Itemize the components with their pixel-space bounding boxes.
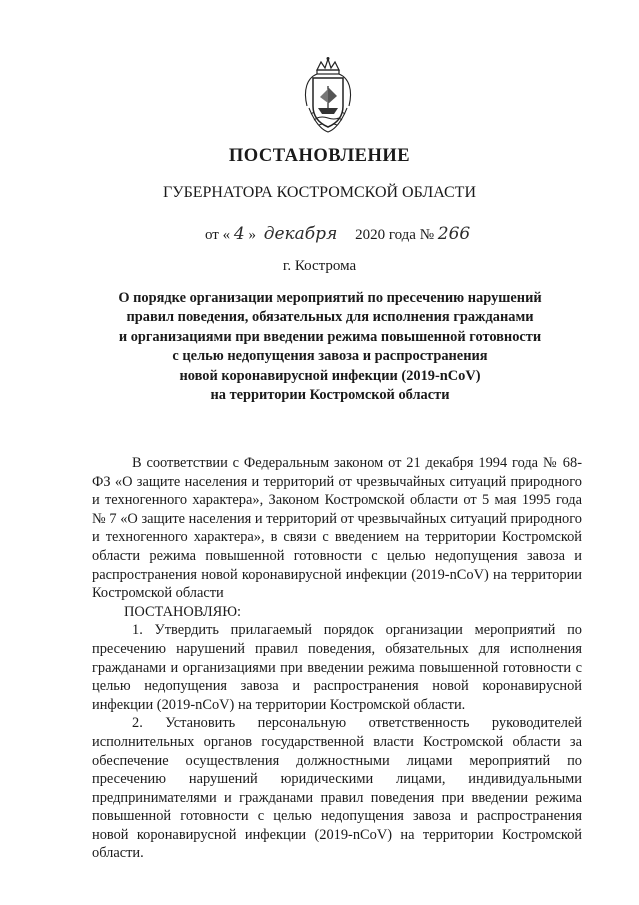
date-month-handwritten: декабря — [263, 224, 338, 244]
city-line: г. Кострома — [282, 258, 357, 274]
date-sep: » — [248, 227, 256, 243]
heading-line: новой коронавирусной инфекции (2019-nCoV) — [179, 367, 481, 384]
issuer-line: ГУБЕРНАТОРА КОСТРОМСКОЙ ОБЛАСТИ — [162, 184, 476, 201]
preamble-paragraph: В соответствии с Федеральным законом от 21 декабря 1994 года № 68-ФЗ «О защите населения и территорий от чрезвычайных ситуаций природного и техногенного характера», Законом Костромской области от 5 мая 1995 года № 7 «О защите населения и территорий от чрезвычайных ситуаций природного и техногенного характера», в связи с введением на территории Костромской области режима повышенной готовности с целью недопущения завоза и распространения новой коронавирусной инфекции (2019-nCoV) на территории Костромской области — [92, 455, 582, 602]
decree-number-handwritten: 266 — [437, 224, 471, 244]
heading-line: с целью недопущения завоза и распространения — [172, 348, 488, 365]
date-line — [205, 224, 470, 244]
document-title: ПОСТАНОВЛЕНИЕ — [228, 146, 411, 166]
decree-word: ПОСТАНОВЛЯЮ: — [124, 603, 242, 620]
date-day-handwritten: 4 — [233, 224, 245, 244]
item-1-paragraph: 1. Утвердить прилагаемый порядок организации мероприятий по пресечению нарушений правил поведения, обязательных для исполнения гражданами и организациями при введении режима повышенной готовности с целью недопущения завоза и распространения новой коронавирусной инфекции (2019-nCoV) на территории Костромской области. — [92, 622, 582, 713]
coat-of-arms-icon — [297, 56, 359, 136]
decree-heading — [100, 289, 560, 405]
item-2-paragraph: 2. Установить персональную ответственность руководителей исполнительных органов государственной власти Костромской области за обеспечение осуществления должностными лицами мероприятий по пресечению нарушений юридическими лицами, индивидуальными предпринимателями и гражданами правил поведения при введении режима повышенной готовности с целью недопущения завоза и распространения новой коронавирусной инфекции (2019-nCoV) на территории Костромской области. — [92, 715, 582, 862]
heading-line: О порядке организации мероприятий по пресечению нарушений — [118, 290, 542, 306]
heading-line: на территории Костромской области — [210, 387, 450, 404]
heading-line: правил поведения, обязательных для исполнения гражданами — [126, 309, 534, 326]
date-prefix: от « — [205, 227, 231, 243]
heading-line: и организациями при введении режима повышенной готовности — [118, 328, 542, 345]
date-year-text: 2020 года № — [355, 227, 435, 243]
document-body — [92, 454, 582, 863]
